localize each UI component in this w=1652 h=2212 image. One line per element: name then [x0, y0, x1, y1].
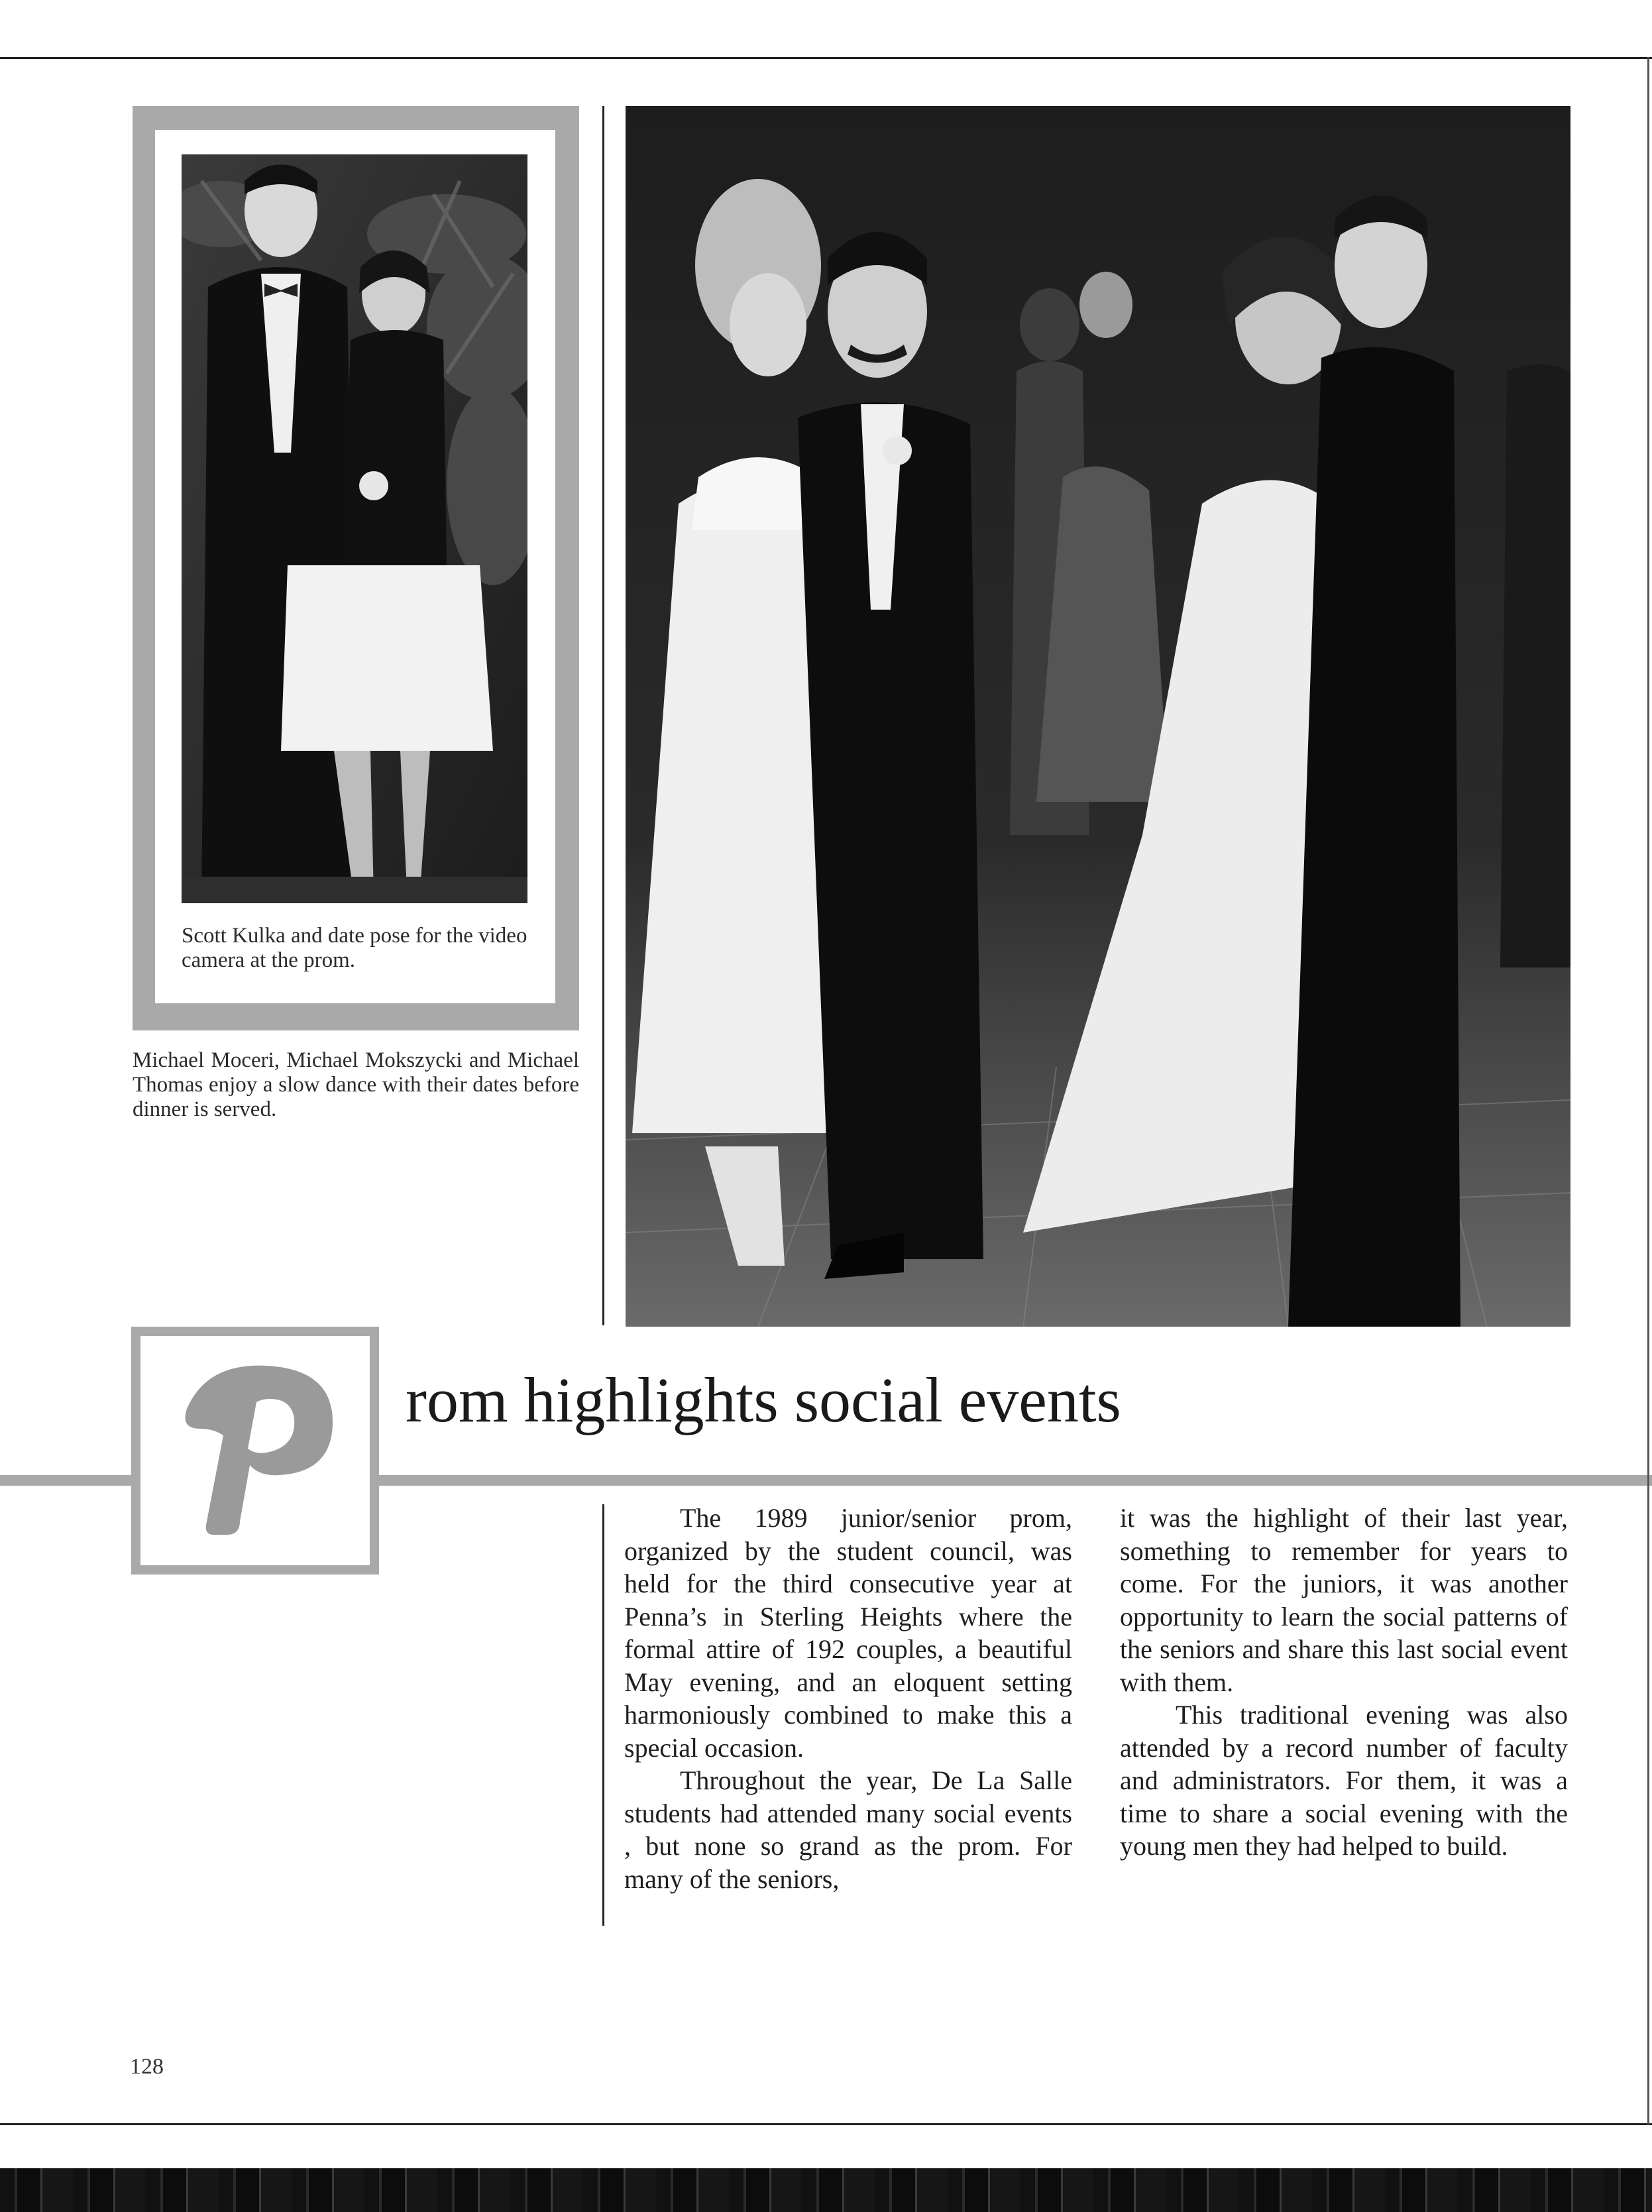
prom-couple-posing-illustration	[182, 154, 527, 903]
prom-couple-posing-photo	[182, 154, 527, 903]
drop-cap-mat	[140, 1336, 370, 1565]
article-column-1	[624, 1502, 1072, 1895]
drop-cap-p-icon	[140, 1336, 370, 1565]
vertical-divider-body	[602, 1504, 604, 1926]
right-photo-caption: Michael Moceri, Michael Mokszycki and Michael Thomas enjoy a slow dance with their dates before dinner is served.	[133, 1048, 579, 1121]
article-paragraph-1: The 1989 junior/senior prom, organized by the student council, was held for the third consecutive year at Penna’s in Sterling Heights where the formal attire of 192 couples, a beautiful May evening, and an eloquent setting harmoniously combined to make this a special occasion.	[624, 1503, 1072, 1763]
couples-dancing-illustration	[626, 106, 1570, 1327]
top-rule	[0, 57, 1652, 59]
article-paragraph-2: Throughout the year, De La Salle students had attended many social events , but none so grand as the prom. For many of the seniors,	[624, 1765, 1072, 1894]
vertical-divider-top	[602, 106, 604, 1325]
page-number: 128	[130, 2054, 164, 2079]
article-column-2	[1120, 1502, 1568, 1863]
title-underline-bar-left	[0, 1475, 131, 1486]
left-photo-mat	[155, 130, 555, 1003]
scan-edge-strip	[0, 2168, 1652, 2212]
right-edge-line	[1647, 57, 1649, 2125]
article-paragraph-3: it was the highlight of their last year, something to remember for years to come. For the juniors, it was another opportunity to learn the social patterns of the seniors and share this last social event with them.	[1120, 1503, 1568, 1697]
drop-cap-frame	[131, 1327, 379, 1575]
article-paragraph-4: This traditional evening was also attended by a record number of faculty and administrators. For them, it was a time to share a social evening with the young men they had helped to build.	[1120, 1700, 1568, 1861]
left-photo-frame	[133, 106, 579, 1030]
couples-slow-dancing-photo	[626, 106, 1570, 1327]
bottom-rule	[0, 2123, 1652, 2125]
article-title: rom highlights social events	[406, 1364, 1121, 1435]
title-underline-bar-right	[379, 1475, 1652, 1486]
left-photo-caption: Scott Kulka and date pose for the video camera at the prom.	[182, 924, 527, 972]
